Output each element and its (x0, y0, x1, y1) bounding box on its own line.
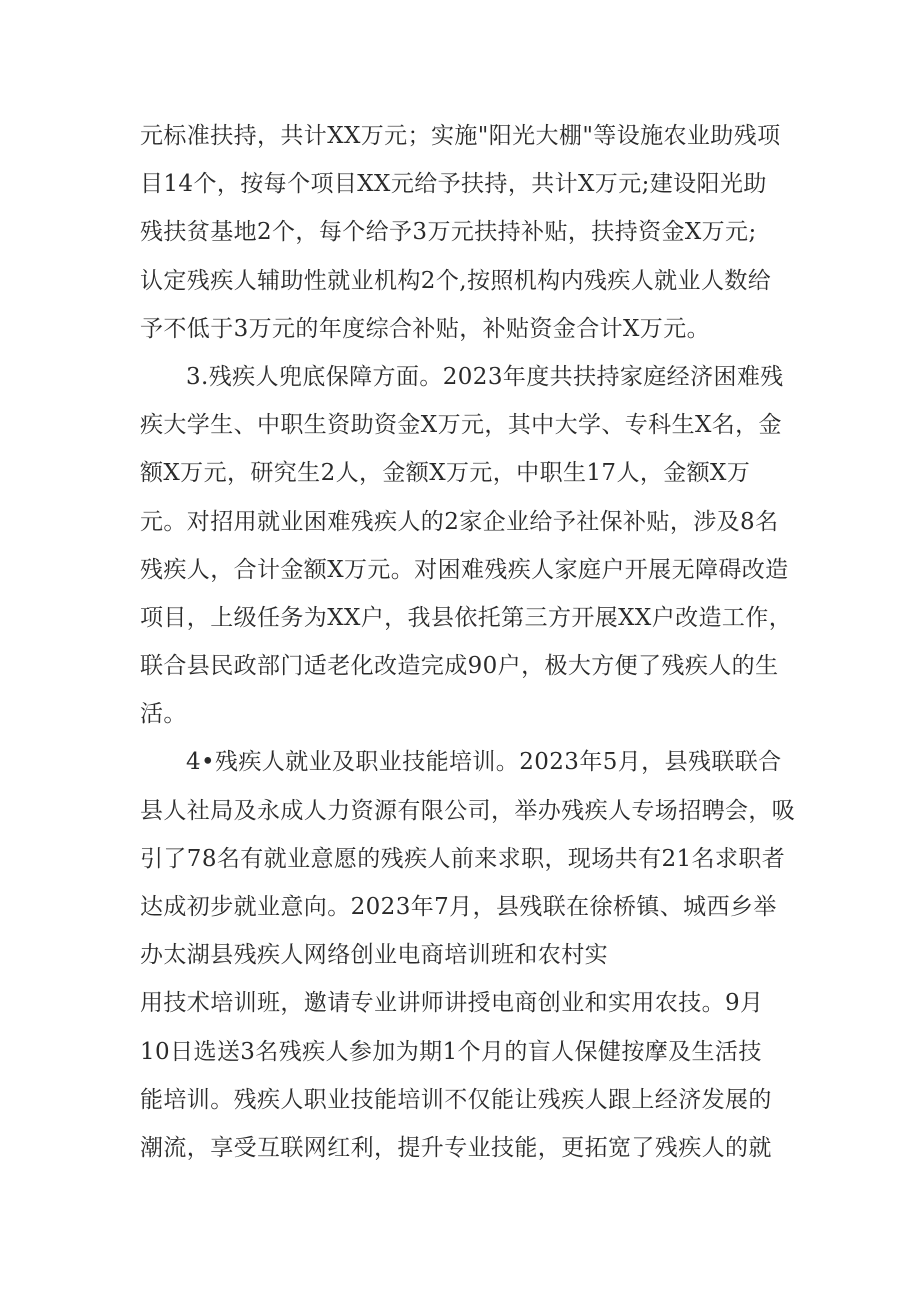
text-line: 残扶贫基地2个，每个给予3万元扶持补贴，扶持资金X万元; (140, 219, 757, 246)
text-line: 元标准扶持，共计XX万元；实施"阳光大棚"等设施农业助残项 (140, 123, 781, 149)
text-line: 目14个，按每个项目XX元给予扶持，共计X万元;建设阳光助 (140, 171, 767, 198)
text-line: 用技术培训班，邀请专业讲师讲授电商创业和实用农技。9月 (140, 990, 764, 1017)
body-text (140, 112, 800, 1172)
text-line: 额X万元，研究生2人，金额X万元，中职生17人，金额X万 (140, 460, 751, 487)
text-line: 引了78名有就业意愿的残疾人前来求职，现场共有21名求职者 (140, 845, 786, 872)
text-line: 办太湖县残疾人网络创业电商培训班和农村实 (140, 942, 608, 969)
paragraph-4-heading-line: 4•残疾人就业及职业技能培训。2023年5月，县残联联合 (186, 749, 782, 776)
text-line: 认定残疾人辅助性就业机构2个,按照机构内残疾人就业人数给 (140, 267, 772, 294)
text-line: 达成初步就业意向。2023年7月，县残联在徐桥镇、城西乡举 (140, 894, 777, 920)
text-line: 联合县民政部门适老化改造完成90户，极大方便了残疾人的生 (140, 653, 779, 680)
text-line: 县人社局及永成人力资源有限公司，举办残疾人专场招聘会，吸 (140, 797, 796, 824)
paragraph-3-heading-line: 3.残疾人兜底保障方面。2023年度共扶持家庭经济困难残 (186, 363, 784, 390)
text-line: 潮流，享受互联网红利，提升专业技能，更拓宽了残疾人的就 (140, 1134, 772, 1161)
text-line: 10日选送3名残疾人参加为期1个月的盲人保健按摩及生活技 (140, 1038, 762, 1065)
text-line: 予不低于3万元的年度综合补贴，补贴资金合计X万元。 (140, 315, 711, 342)
text-line: 疾大学生、中职生资助资金X万元，其中大学、专科生X名，金 (140, 412, 782, 439)
text-line: 残疾人，合计金额X万元。对困难残疾人家庭户开展无障碍改造 (140, 556, 789, 583)
text-line: 元。对招用就业困难残疾人的2家企业给予社保补贴，涉及8名 (140, 508, 779, 535)
text-line: 活。 (140, 701, 187, 728)
text-line: 项目，上级任务为XX户，我县依托第三方开展XX户改造工作， (140, 604, 793, 631)
text-line: 能培训。残疾人职业技能培训不仅能让残疾人跟上经济发展的 (140, 1086, 772, 1113)
